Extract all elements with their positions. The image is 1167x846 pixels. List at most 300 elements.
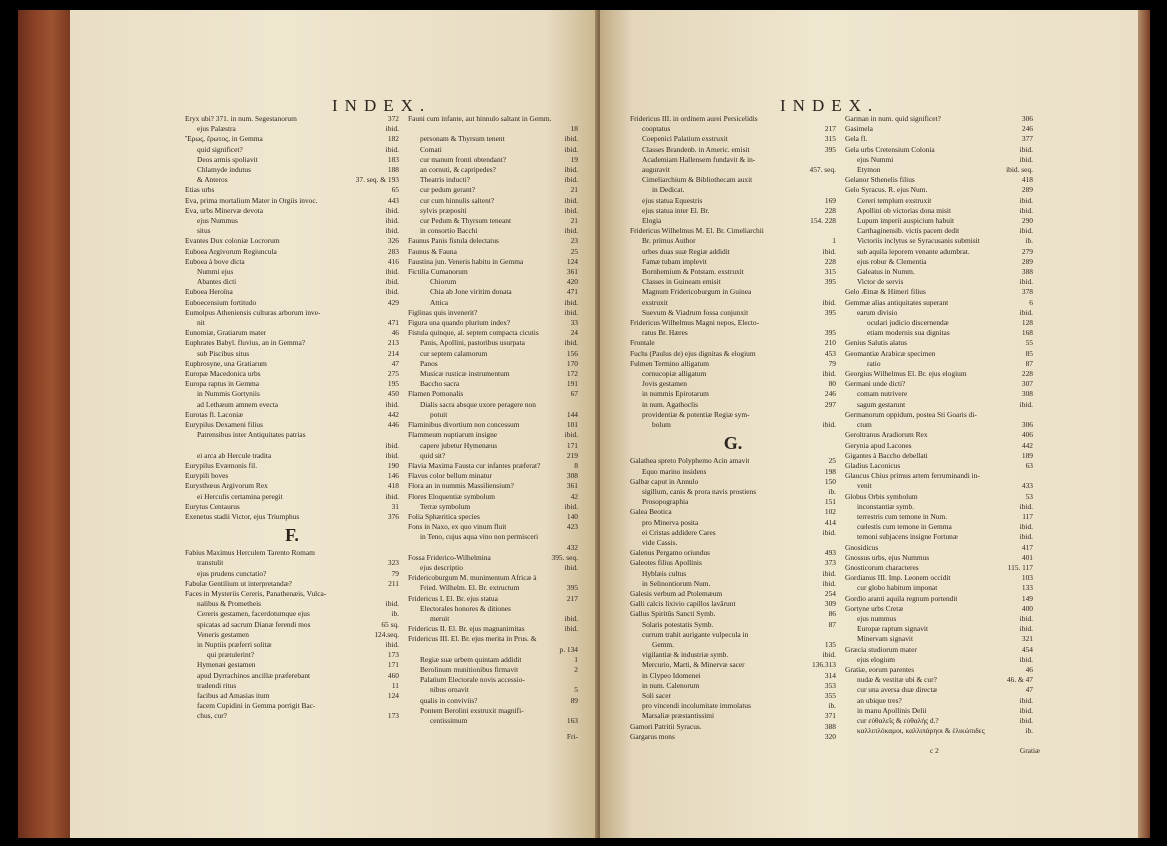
entry-page-ref: 195 (387, 379, 399, 389)
entry-text: Mercurio, Marti, & Minervæ sacer (642, 660, 745, 670)
index-entry (845, 236, 1033, 246)
index-entry (845, 594, 1033, 604)
index-entry (408, 532, 578, 542)
entry-page-ref: 5 (574, 685, 578, 695)
entry-text: Ἔρως, ἔρωτος, in Gemma (185, 134, 263, 144)
entry-page-ref: ibid. (1019, 144, 1033, 154)
entry-text: cur Pedum & Thyrsum teneant (420, 216, 511, 226)
entry-page-ref: 395 (824, 277, 836, 287)
entry-text: Equo marino insidens (642, 466, 707, 476)
index-entry (408, 604, 578, 614)
entry-text: quid significet? (197, 144, 243, 154)
index-entry (630, 420, 836, 430)
entry-page-ref: 371 (824, 711, 836, 721)
entry-text: Abantes dicti (197, 277, 237, 287)
entry-text: situs (197, 226, 211, 236)
entry-page-ref: 65 sq. (381, 619, 399, 629)
index-entry (408, 451, 578, 461)
entry-text: Figura una quando plurium index? (408, 318, 511, 328)
entry-page-ref: 79 (828, 358, 836, 368)
index-entry (630, 467, 836, 477)
entry-page-ref: 306 (1021, 114, 1033, 123)
index-entry (845, 685, 1033, 695)
entry-text: Georgius Wilhelmus El. Br. ejus elogium (845, 369, 967, 379)
entry-page-ref: 87 (1025, 358, 1033, 368)
index-entry (630, 518, 836, 528)
entry-text: in manu Apollinis Delii (857, 705, 927, 715)
index-entry (845, 338, 1033, 348)
entry-page-ref: 416 (387, 256, 399, 266)
entry-page-ref: 173 (387, 711, 399, 721)
entry-page-ref (574, 400, 578, 410)
index-entry (185, 430, 399, 440)
entry-text: Gordio aranti aquila regnum portendit (845, 593, 958, 603)
entry-page-ref (574, 532, 578, 542)
entry-text: Carthaginensib. victis pacem dedit (857, 226, 960, 236)
entry-page-ref (832, 318, 836, 328)
entry-text: temoni subjacens insigne Fortunæ (857, 532, 958, 542)
entry-page-ref (574, 604, 578, 614)
entry-page-ref: 2 (574, 664, 578, 674)
entry-page-ref: ibid. (1019, 532, 1033, 542)
index-entry (845, 145, 1033, 155)
entry-page-ref: 135 (824, 639, 836, 649)
entry-text: an ubique tres? (857, 695, 902, 705)
entry-text: Euphrates Babyl. fluvius, an in Gemma? (185, 338, 306, 348)
entry-text: nalibus & Prometheis (197, 599, 262, 609)
index-entry (845, 604, 1033, 614)
index-entry (630, 507, 836, 517)
entry-text: Gelanor Sthenelis filius (845, 175, 915, 185)
entry-text: Faunus Panis fistula delectatus (408, 236, 499, 246)
index-entry (630, 456, 836, 466)
entry-text: Chia ab Jone viritim donata (430, 287, 512, 297)
index-entry (630, 732, 836, 742)
entry-text: Frontale (630, 338, 655, 348)
entry-text: spicatas ad sacrum Dianæ ferendi mos (197, 619, 311, 629)
index-entry (185, 145, 399, 155)
index-entry (845, 257, 1033, 267)
entry-page-ref (832, 410, 836, 420)
entry-text: etiam modernis sua dignitas (867, 328, 950, 338)
entry-page-ref: 89 (570, 695, 578, 705)
section-letter (630, 430, 836, 456)
entry-text: Gnosticorum characteres (845, 562, 919, 572)
index-entry (408, 175, 578, 185)
index-entry (630, 548, 836, 558)
index-entry (408, 481, 578, 491)
entry-page-ref: 154. 228 (810, 216, 836, 226)
entry-text: ei arca ab Hercule tradita (197, 450, 272, 460)
entry-page-ref (574, 634, 578, 644)
left-index-column-1 (185, 114, 399, 722)
entry-page-ref: 103 (1021, 573, 1033, 583)
entry-text: Veneris gestamen (197, 629, 249, 639)
index-entry (185, 400, 399, 410)
entry-text: Eurypili boves (185, 471, 229, 481)
index-entry (185, 389, 399, 399)
entry-page-ref: 46 (391, 328, 399, 338)
entry-text: vide Cassis. (642, 537, 678, 547)
entry-page-ref: ibid. (1019, 307, 1033, 317)
entry-text: comam nutrivere (857, 389, 908, 399)
entry-page-ref: ibid. (822, 420, 836, 430)
entry-text: ejus Nummus (197, 216, 238, 226)
index-entry (185, 257, 399, 267)
entry-page-ref: ibid. (822, 297, 836, 307)
entry-text: cooptatus (642, 124, 671, 134)
index-entry (845, 430, 1033, 440)
index-entry (630, 477, 836, 487)
entry-page-ref: 361 (566, 267, 578, 277)
index-entry (185, 338, 399, 348)
entry-text: Victor de servis (857, 277, 904, 287)
entry-page-ref: 115. 117 (1007, 562, 1033, 572)
entry-page-ref: ib. (1025, 236, 1033, 246)
index-entry (630, 671, 836, 681)
index-entry (185, 185, 399, 195)
entry-text: Fried. Wilhelm. El. Br. extructum (420, 583, 520, 593)
index-entry (845, 502, 1033, 512)
index-entry (185, 451, 399, 461)
entry-text: Eurypilus Evæmonis fil. (185, 460, 258, 470)
entry-text: quid sit? (420, 450, 446, 460)
index-entry (845, 696, 1033, 706)
index-entry (845, 563, 1033, 573)
index-entry (630, 124, 836, 134)
entry-page-ref: 140 (566, 511, 578, 521)
entry-text: Galeatus in Numm. (857, 267, 915, 277)
entry-page-ref: 308 (1021, 389, 1033, 399)
entry-page-ref (832, 114, 836, 124)
left-page-header: INDEX. (332, 96, 432, 115)
entry-page-ref: ibid. seq. (1006, 165, 1033, 175)
entry-text: Regiæ suæ urbem quintam addidit (420, 654, 522, 664)
index-entry (845, 389, 1033, 399)
index-entry (845, 634, 1033, 644)
index-entry (630, 569, 836, 579)
index-entry (185, 589, 399, 599)
entry-text: Chiorum (430, 277, 457, 287)
entry-page-ref: ibid. (564, 134, 578, 144)
entry-text: pro Minerva posita (642, 517, 699, 527)
entry-text: G. (723, 433, 743, 454)
index-entry (630, 681, 836, 691)
entry-text: Galli calcis lixivio capillos lavârunt (630, 599, 736, 609)
entry-page-ref: ibid. (385, 216, 399, 226)
index-entry (185, 379, 399, 389)
entry-text: Fistula quinque, al. septem compacta cicutis (408, 328, 539, 338)
entry-text: καλλιπλόκαμοι, καλλιπάρηοι & ἑλικώπιδες (857, 726, 985, 736)
index-entry (408, 165, 578, 175)
entry-page-ref: 214 (387, 348, 399, 358)
index-entry (408, 298, 578, 308)
index-entry (630, 155, 836, 165)
entry-page-ref: ibid. (822, 246, 836, 256)
entry-page-ref: 446 (387, 420, 399, 430)
index-entry (630, 410, 836, 420)
entry-page-ref: 25 (570, 246, 578, 256)
entry-text: Faces in Mysteriis Cereris, Panathenæis, Vulca- (185, 588, 327, 598)
index-entry (408, 492, 578, 502)
index-entry (845, 328, 1033, 338)
entry-page-ref: 406 (1021, 430, 1033, 440)
index-entry (630, 660, 836, 670)
entry-page-ref: 219 (566, 450, 578, 460)
entry-text: Figlinas quis invenerit? (408, 307, 478, 317)
entry-text: ratus Br. Hæres (642, 328, 688, 338)
entry-page-ref: 210 (824, 338, 836, 348)
index-entry (408, 553, 578, 563)
index-entry (630, 630, 836, 640)
entry-page-ref: 323 (387, 558, 399, 568)
entry-text: in Nummis Gortyniis (197, 389, 260, 399)
entry-page-ref: 87 (828, 619, 836, 629)
entry-text: Gerynia apud Lacones (845, 440, 912, 450)
index-entry (845, 226, 1033, 236)
index-entry (630, 650, 836, 660)
entry-page-ref: 173 (387, 650, 399, 660)
entry-page-ref: ibid. (1019, 522, 1033, 532)
entry-page-ref: ibid. (822, 650, 836, 660)
entry-page-ref: 493 (824, 548, 836, 558)
index-entry (185, 502, 399, 512)
index-entry (408, 389, 578, 399)
index-entry (185, 359, 399, 369)
entry-page-ref: 183 (387, 154, 399, 164)
entry-page-ref: 170 (566, 358, 578, 368)
entry-page-ref (574, 675, 578, 685)
entry-page-ref: p. 134 (559, 644, 578, 654)
entry-text: Gelo Syracus. R. ejus Num. (845, 185, 928, 195)
entry-text: apud Dyrrachinos ancillæ præferebant (197, 670, 311, 680)
entry-text: qualis in conviviis? (420, 695, 478, 705)
entry-page-ref: 373 (824, 558, 836, 568)
entry-page-ref: 124 (387, 690, 399, 700)
entry-page-ref: 217 (566, 593, 578, 603)
left-page (70, 10, 598, 838)
index-entry (185, 236, 399, 246)
entry-text: Nummi ejus (197, 267, 234, 277)
entry-text: Fridericoburgum M. munimentum Africæ à (408, 573, 537, 583)
entry-text: Euphrosyne, una Gratiarum (185, 358, 267, 368)
index-entry (630, 538, 836, 548)
entry-text: Flaminibus divortium non concessum (408, 420, 520, 430)
entry-text: nit (197, 318, 205, 328)
index-entry (845, 645, 1033, 655)
index-entry (408, 706, 578, 716)
entry-page-ref: 24 (570, 328, 578, 338)
entry-page-ref: 163 (566, 715, 578, 725)
entry-page-ref: 454 (1021, 644, 1033, 654)
index-entry (408, 634, 578, 644)
index-entry (630, 579, 836, 589)
index-entry (185, 548, 399, 558)
entry-page-ref: 6 (1029, 297, 1033, 307)
entry-text: Eurytus Centaurus (185, 501, 240, 511)
entry-text: cœlestis cum temone in Gemma (857, 522, 952, 532)
entry-page-ref: ibid. (385, 226, 399, 236)
entry-page-ref: 326 (387, 236, 399, 246)
index-entry (185, 308, 399, 318)
entry-page-ref: 433 (1021, 481, 1033, 491)
right-page-header: INDEX. (780, 96, 880, 115)
entry-text: nibus ornavit (430, 685, 469, 695)
entry-text: & Anteros (197, 175, 228, 185)
entry-text: tradendi ritus (197, 680, 237, 690)
entry-page-ref: ibid. (564, 165, 578, 175)
entry-page-ref: ibid. (1019, 501, 1033, 511)
entry-text: Galesis verbum ad Ptolemæum (630, 588, 723, 598)
entry-text: Gela fl. (845, 134, 868, 144)
entry-page-ref: ib. (828, 486, 836, 496)
index-entry (845, 492, 1033, 502)
entry-text: Etymon (857, 165, 881, 175)
index-entry (185, 247, 399, 257)
index-entry (408, 410, 578, 420)
index-entry (408, 685, 578, 695)
entry-page-ref: 275 (387, 369, 399, 379)
entry-text: vigilantiæ & industriæ symb. (642, 650, 729, 660)
entry-page-ref: 46 (1025, 664, 1033, 674)
entry-page-ref: ibid. (564, 501, 578, 511)
entry-text: Attica (430, 297, 449, 307)
entry-page-ref: 124.seq. (374, 629, 399, 639)
index-entry (630, 691, 836, 701)
index-entry (630, 400, 836, 410)
entry-text: Fridericus Wilhelmus M. El. Br. Cimeliarchii (630, 226, 764, 236)
section-letter (185, 522, 399, 548)
index-entry (408, 522, 578, 532)
entry-text: Faustina jun. Veneris habitu in Gemma (408, 256, 524, 266)
index-entry (185, 558, 399, 568)
entry-page-ref: ibid. (564, 175, 578, 185)
index-entry (845, 379, 1033, 389)
entry-text: Suevum & Viadrum fossa conjunxit (642, 307, 749, 317)
entry-page-ref: 171 (566, 440, 578, 450)
entry-text: Gamori Patritii Syracus. (630, 721, 702, 731)
entry-page-ref: 457. seq. (809, 165, 836, 175)
entry-text: in num. Calenorum (642, 680, 700, 690)
entry-page-ref (395, 548, 399, 558)
entry-text: Theatris inducti? (420, 175, 470, 185)
entry-text: Gemmæ alias antiquitates superant (845, 297, 949, 307)
entry-text: oculari judicio discernendæ (867, 318, 949, 328)
entry-text: earum divisio (857, 307, 898, 317)
index-entry (630, 114, 836, 124)
entry-text: Eumolpus Atheniensis culturas arborum inve- (185, 307, 321, 317)
entry-text: Musicæ rusticæ instrumentum (420, 369, 510, 379)
index-entry (845, 287, 1033, 297)
index-entry (845, 359, 1033, 369)
entry-page-ref: 128 (1021, 318, 1033, 328)
entry-text: Deos armis spoliavit (197, 154, 258, 164)
entry-text: cur εὐθαλεῖς & εὐθαλής d.? (857, 715, 939, 725)
page-signature: c 2 (930, 746, 939, 755)
entry-page-ref: ibid. (385, 599, 399, 609)
index-entry (185, 226, 399, 236)
index-entry (408, 308, 578, 318)
entry-page-ref: ibid. (385, 205, 399, 215)
entry-page-ref (574, 114, 578, 124)
left-index-column-2 (408, 114, 578, 726)
entry-page-ref: ibid. (385, 399, 399, 409)
entry-page-ref: 23 (570, 236, 578, 246)
entry-page-ref (395, 589, 399, 599)
entry-text: Fons in Naxo, ex quo vinum fluit (408, 522, 507, 532)
entry-text: Germani unde dicti? (845, 379, 906, 389)
index-entry (630, 165, 836, 175)
index-entry (630, 722, 836, 732)
entry-page-ref: ibid. (1019, 705, 1033, 715)
entry-text: Eurysthœus Argivorum Rex (185, 481, 268, 491)
entry-page-ref: ibid. (1019, 277, 1033, 287)
index-entry (185, 630, 399, 640)
entry-page-ref: 217 (824, 124, 836, 134)
index-entry (408, 665, 578, 675)
entry-text: Eva, urbs Minervæ devota (185, 205, 263, 215)
index-entry (408, 573, 578, 583)
entry-text: sigillum, canis & prora navis prostiens (642, 486, 757, 496)
index-entry (630, 257, 836, 267)
entry-page-ref: 283 (387, 246, 399, 256)
entry-text: Cimeliarchium & Bibliothecam auxit (642, 175, 753, 185)
entry-page-ref: 289 (1021, 185, 1033, 195)
entry-page-ref: 414 (824, 517, 836, 527)
index-entry (408, 594, 578, 604)
index-entry (845, 267, 1033, 277)
entry-text: Apollini ob victorias dona misit (857, 205, 952, 215)
entry-text: ejus robur & Clementia (857, 256, 927, 266)
entry-page-ref: 191 (566, 379, 578, 389)
entry-text: Genius Salutis alatus (845, 338, 907, 348)
entry-text: qui prætulerint? (207, 650, 255, 660)
index-entry (185, 165, 399, 175)
index-entry (845, 349, 1033, 359)
entry-page-ref: 315 (824, 267, 836, 277)
index-entry (408, 512, 578, 522)
entry-page-ref: 372 (387, 114, 399, 123)
entry-text: cur manum fronti obtendant? (420, 154, 506, 164)
entry-text: Etias urbs (185, 185, 215, 195)
entry-text: Hymenæi gestamen (197, 660, 256, 670)
entry-text: Galenus Pergamo oriundus (630, 548, 710, 558)
entry-page-ref: 401 (1021, 552, 1033, 562)
entry-text: ei Herculis certamina peregit (197, 491, 283, 501)
entry-text: cornucopiæ alligatum (642, 369, 707, 379)
index-entry (185, 579, 399, 589)
entry-text: currum trahit aurigante vulpecula in (642, 629, 749, 639)
entry-page-ref: 11 (391, 680, 399, 690)
entry-page-ref: 213 (387, 338, 399, 348)
entry-page-ref: ibid. (385, 277, 399, 287)
entry-page-ref: 151 (824, 497, 836, 507)
index-entry (185, 267, 399, 277)
index-entry (408, 624, 578, 634)
entry-text: Fridericus III. in ordinem aurei Persicelidis (630, 114, 758, 123)
entry-text: Flavia Maxima Fausta cur infantes præferat? (408, 460, 541, 470)
entry-page-ref: 133 (1021, 583, 1033, 593)
index-entry (185, 640, 399, 650)
entry-text: Flammeum nuptiarum insigne (408, 430, 498, 440)
entry-page-ref: 376 (387, 511, 399, 521)
entry-text: Galbæ caput in Annulo (630, 476, 699, 486)
entry-page-ref: 429 (387, 297, 399, 307)
entry-text: Terræ symbolum (420, 501, 471, 511)
entry-page-ref: ibid. (385, 124, 399, 134)
index-entry (845, 614, 1033, 624)
entry-page-ref: 101 (566, 420, 578, 430)
